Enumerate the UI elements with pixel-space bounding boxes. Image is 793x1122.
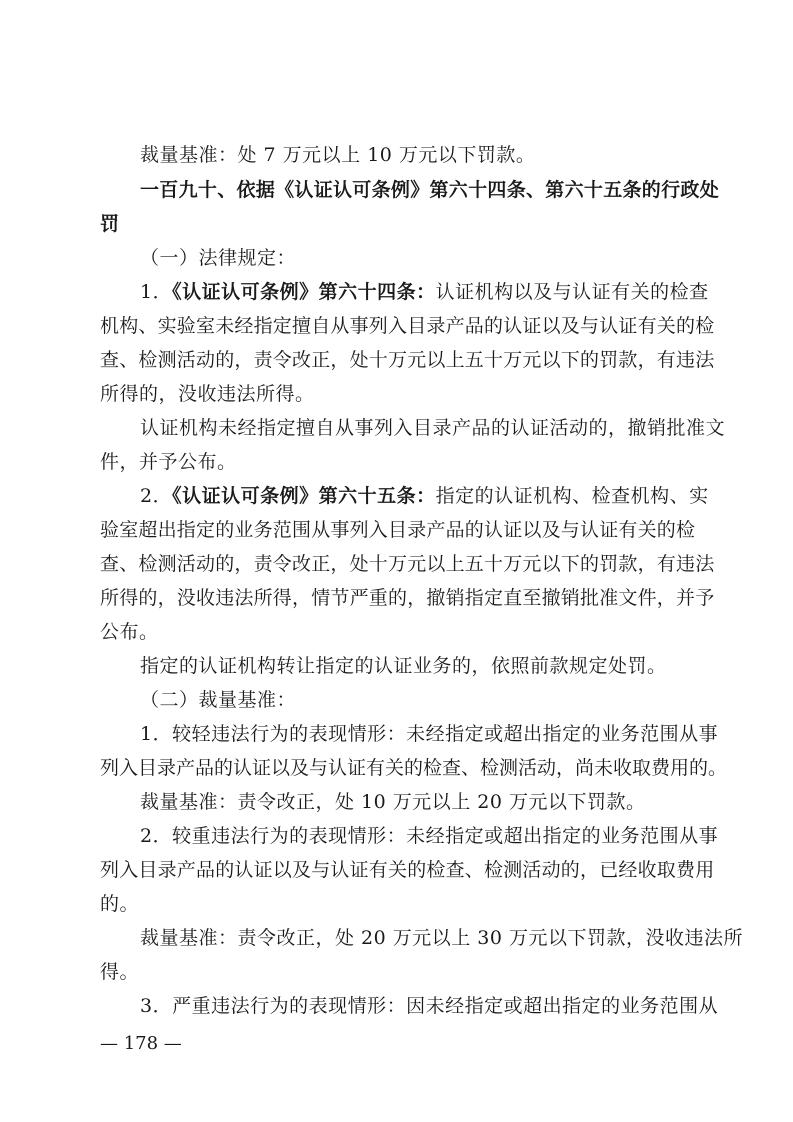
paragraph-line: 裁量基准：处 7 万元以上 10 万元以下罚款。 <box>140 144 536 166</box>
paragraph-line: 所得的，没收违法所得，情节严重的，撤销指定直至撤销批准文件，并予 <box>100 587 715 609</box>
paragraph-line: 查、检测活动的，责令改正，处十万元以上五十万元以下的罚款，有违法 <box>100 553 715 575</box>
paragraph-line: 查、检测活动的，责令改正，处十万元以上五十万元以下的罚款，有违法 <box>100 349 715 371</box>
page-number: — 178 — <box>100 1033 182 1054</box>
paragraph-line: 的。 <box>100 893 140 915</box>
item-number: 1． <box>140 281 173 303</box>
paragraph-line: 列入目录产品的认证以及与认证有关的检查、检测活动的，已经收取费用 <box>100 859 715 881</box>
paragraph-line: 验室超出指定的业务范围从事列入目录产品的认证以及与认证有关的检 <box>100 519 696 541</box>
paragraph-line: 得。 <box>100 961 140 983</box>
paragraph-line: 裁量基准：责令改正，处 20 万元以上 30 万元以下罚款，没收违法所 <box>140 927 744 949</box>
article-text: 指定的认证机构、检查机构、实 <box>435 485 709 507</box>
paragraph-line: 公布。 <box>100 621 159 643</box>
paragraph-line: 列入目录产品的认证以及与认证有关的检查、检测活动，尚未收取费用的。 <box>100 757 728 779</box>
article-title: 《认证认可条例》第六十五条： <box>172 485 436 507</box>
paragraph-line: 所得的，没收违法所得。 <box>100 383 315 405</box>
paragraph-line: 机构、实验室未经指定擅自从事列入目录产品的认证以及与认证有关的检 <box>100 315 715 337</box>
paragraph-line: 指定的认证机构转让指定的认证业务的，依照前款规定处罚。 <box>140 655 667 677</box>
article-title: 《认证认可条例》第六十四条： <box>172 281 436 303</box>
paragraph-line: 裁量基准：责令改正，处 10 万元以上 20 万元以下罚款。 <box>140 791 646 813</box>
paragraph-line: 件，并予公布。 <box>100 451 237 473</box>
subsection-heading: （一）法律规定： <box>140 247 297 269</box>
paragraph-line: 1．较轻违法行为的表现情形：未经指定或超出指定的业务范围从事 <box>140 723 719 745</box>
paragraph-line <box>140 484 709 508</box>
section-heading: 一百九十、依据《认证认可条例》第六十四条、第六十五条的行政处 <box>140 179 720 201</box>
paragraph-line: 2．较重违法行为的表现情形：未经指定或超出指定的业务范围从事 <box>140 825 719 847</box>
item-number: 2． <box>140 485 173 507</box>
subsection-heading: （二）裁量基准： <box>140 689 297 711</box>
paragraph-line: 认证机构未经指定擅自从事列入目录产品的认证活动的，撤销批准文 <box>140 417 726 439</box>
section-heading-continuation: 罚 <box>100 213 120 235</box>
paragraph-line <box>140 280 709 304</box>
article-text: 认证机构以及与认证有关的检查 <box>435 281 709 303</box>
paragraph-line: 3．严重违法行为的表现情形：因未经指定或超出指定的业务范围从 <box>140 995 719 1017</box>
